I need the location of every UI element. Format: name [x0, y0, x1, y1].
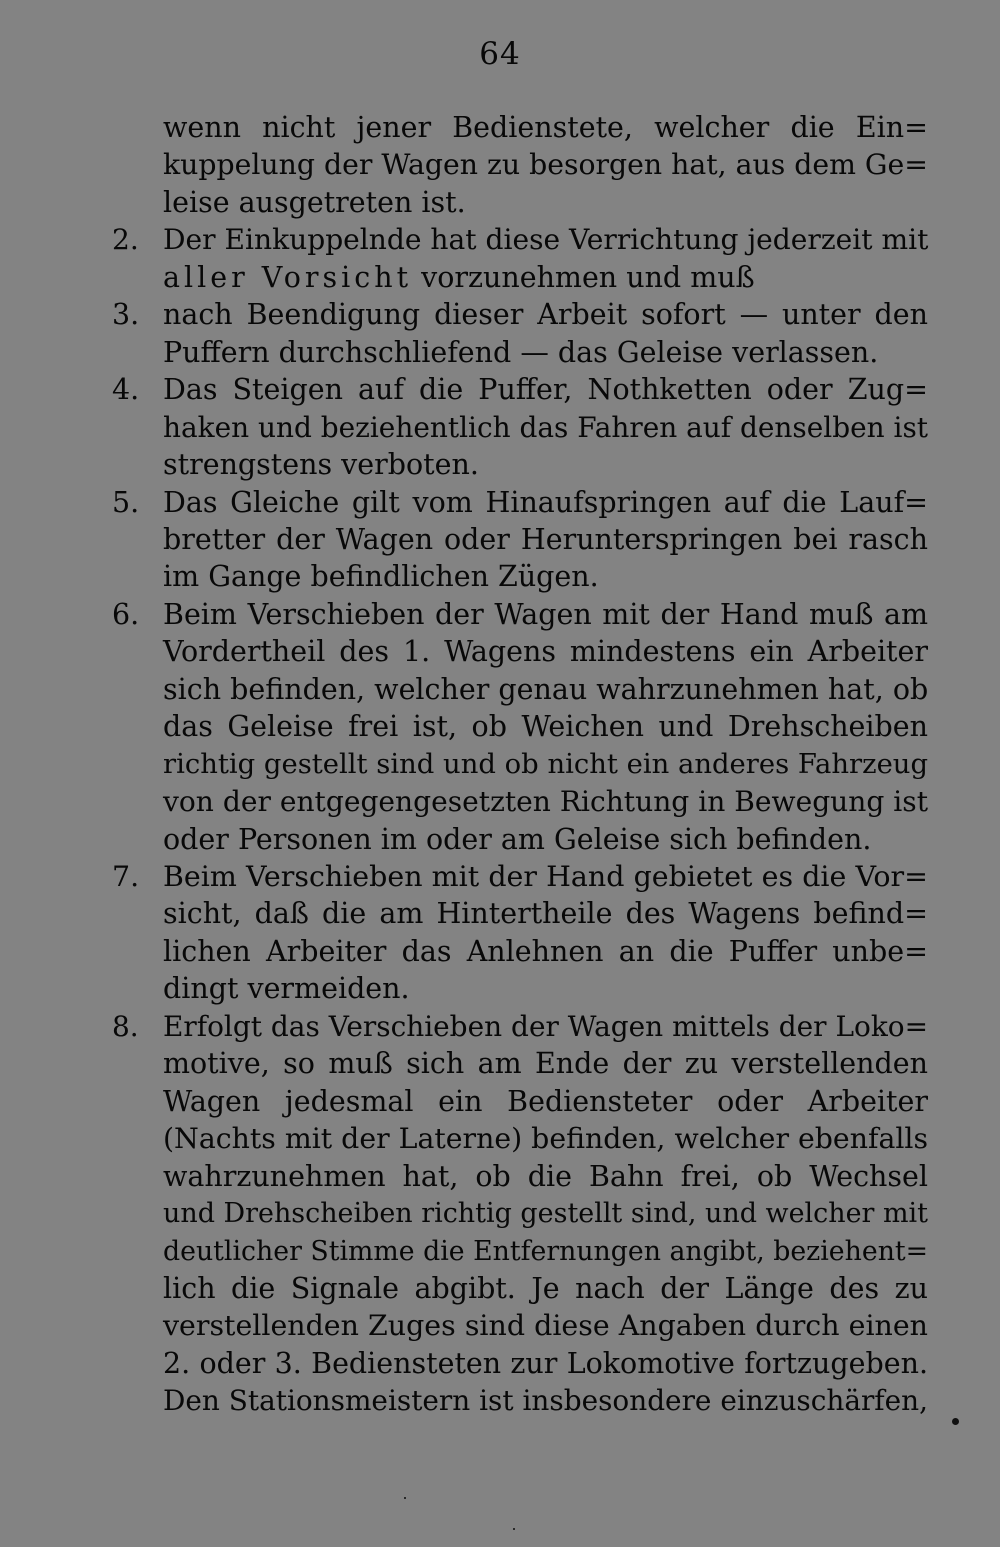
- line-text: wenn nicht jener Bedienstete, welcher die Ein=: [163, 111, 928, 144]
- text-line: [163, 821, 928, 858]
- item-number: 2.: [112, 223, 139, 257]
- item-number: 7.: [112, 860, 140, 893]
- emphasized-text: aller Vorsicht: [163, 260, 413, 294]
- text-line: [163, 446, 928, 483]
- text-line: [163, 895, 928, 932]
- line-text: motive, so muß sich am Ende der zu verstellenden: [163, 1047, 928, 1081]
- line-text: strengstens verboten.: [163, 448, 479, 482]
- text-line: [163, 1045, 928, 1082]
- text-line: [163, 1158, 928, 1195]
- text-line: [163, 1345, 928, 1382]
- line-text: verstellenden Zuges sind diese Angaben durch einen: [163, 1309, 928, 1343]
- line-text: kuppelung der Wagen zu besorgen hat, aus dem Ge=: [163, 148, 928, 182]
- line-text: lich die Signale abgibt. Je nach der Länge des zu: [163, 1271, 928, 1305]
- text-line: [163, 1307, 928, 1344]
- text-line: [163, 1195, 928, 1232]
- text-line: [163, 259, 928, 296]
- text-line: [163, 1382, 928, 1419]
- line-text: im Gange befindlichen Zügen.: [163, 560, 599, 594]
- line-text: haken und beziehentlich das Fahren auf denselben ist: [163, 410, 929, 444]
- text-line: [163, 633, 928, 670]
- line-text: 2. oder 3. Bediensteten zur Lokomotive fortzugeben.: [163, 1346, 928, 1380]
- text-line: [163, 334, 928, 371]
- line-text: Puffern durchschliefend — das Geleise verlassen.: [163, 335, 879, 369]
- text-line: [163, 184, 928, 221]
- item-number: 8.: [112, 1009, 139, 1043]
- ink-speck: [513, 1528, 515, 1530]
- line-text: (Nachts mit der Laterne) befinden, welcher ebenfalls: [163, 1122, 929, 1156]
- text-line: [112, 484, 928, 521]
- text-line: [112, 371, 928, 408]
- line-text: leise ausgetreten ist.: [163, 185, 466, 219]
- text-line: [112, 221, 929, 258]
- text-line: [163, 1270, 928, 1307]
- text-line: [163, 521, 928, 558]
- line-text: Das Steigen auf die Puffer, Nothketten oder Zug=: [163, 373, 928, 407]
- line-text: Vordertheil des 1. Wagens mindestens ein Arbeiter: [163, 635, 928, 669]
- text-line: [112, 858, 928, 895]
- line-text: Wagen jedesmal ein Bediensteter oder Arbeiter: [163, 1084, 928, 1118]
- text-line: [163, 1233, 928, 1270]
- item-number: 5.: [112, 485, 140, 519]
- line-text: richtig gestellt sind und ob nicht ein anderes Fahrzeug: [163, 748, 928, 780]
- text-line: [163, 146, 928, 183]
- line-text: deutlicher Stimme die Entfernungen angibt, beziehent=: [163, 1235, 929, 1267]
- line-text: Beim Verschieben der Wagen mit der Hand muß am: [163, 597, 928, 631]
- line-text: von der entgegengesetzten Richtung in Bewegung ist: [163, 785, 928, 819]
- ink-dot: [952, 1418, 959, 1425]
- line-text: sich befinden, welcher genau wahrzunehmen hat, ob: [163, 672, 929, 706]
- line-text: das Geleise frei ist, ob Weichen und Drehscheiben: [163, 710, 928, 744]
- text-line: [112, 296, 928, 333]
- text-line: [163, 708, 928, 745]
- text-line: [163, 746, 928, 783]
- text-line: [163, 671, 928, 708]
- line-text: Das Gleiche gilt vom Hinaufspringen auf die Lauf=: [163, 485, 928, 519]
- ink-speck: [404, 1497, 406, 1499]
- item-number: 4.: [112, 373, 140, 407]
- line-text: nach Beendigung dieser Arbeit sofort — unter den: [163, 298, 928, 332]
- line-text: dingt vermeiden.: [163, 972, 410, 1006]
- text-line: [112, 596, 928, 633]
- text-line: [163, 933, 928, 970]
- text-line: [163, 1120, 928, 1157]
- text-line: [163, 558, 928, 595]
- item-number: 6.: [112, 597, 140, 631]
- line-text: Den Stationsmeistern ist insbesondere einzuschärfen,: [163, 1384, 928, 1418]
- line-text: Beim Verschieben mit der Hand gebietet es die Vor=: [163, 860, 928, 893]
- page-number: 64: [479, 36, 521, 72]
- text-line: [163, 970, 928, 1007]
- text-line: [163, 109, 928, 146]
- text-line: [163, 783, 928, 820]
- text-line: [112, 1008, 928, 1045]
- line-text: sicht, daß die am Hintertheile des Wagens befind=: [163, 897, 928, 931]
- line-text: bretter der Wagen oder Herunterspringen bei rasch: [163, 522, 928, 556]
- line-text: lichen Arbeiter das Anlehnen an die Puffer unbe=: [163, 934, 928, 968]
- line-text: wahrzunehmen hat, ob die Bahn frei, ob Wechsel: [163, 1159, 928, 1193]
- line-text: Der Einkuppelnde hat diese Verrichtung jederzeit mit: [163, 223, 929, 257]
- line-text: oder Personen im oder am Geleise sich befinden.: [163, 822, 872, 856]
- line-text: und Drehscheiben richtig gestellt sind, und welcher mit: [163, 1198, 928, 1230]
- item-number: 3.: [112, 298, 140, 332]
- line-text: Erfolgt das Verschieben der Wagen mittels der Loko=: [163, 1009, 928, 1043]
- line-text-rest: vorzunehmen und muß: [412, 260, 755, 294]
- text-line: [163, 1083, 928, 1120]
- text-line: [163, 409, 928, 446]
